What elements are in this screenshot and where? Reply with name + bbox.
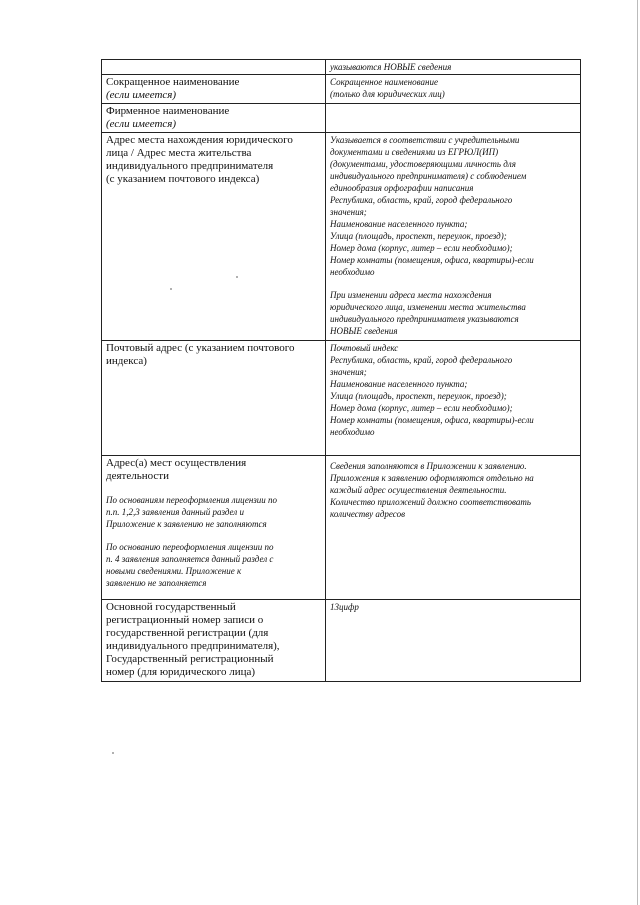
label-note: п.п. 1,2,3 заявления данный раздел и: [106, 507, 244, 517]
instruction-line: Улица (площадь, проспект, переулок, проезд);: [330, 231, 507, 241]
row-instruction-cell: [326, 60, 581, 75]
table-row: [102, 60, 581, 75]
instruction-line: документами и сведениями из ЕГРЮЛ(ИП): [330, 147, 499, 157]
label-line: Почтовый адрес (с указанием почтового: [106, 342, 295, 354]
label-note: По основаниям переоформления лицензии по: [106, 495, 278, 505]
row-label-cell: [102, 104, 326, 133]
row-instruction-cell: [326, 75, 581, 104]
instruction-line: При изменении адреса места нахождения: [330, 290, 492, 300]
instruction-line: Улица (площадь, проспект, переулок, проезд);: [330, 391, 507, 401]
instruction-line: Сведения заполняются в Приложении к заявлению.: [330, 461, 527, 471]
instruction-line: (только для юридических лиц): [330, 89, 445, 99]
license-form-table: [101, 59, 581, 682]
label-line: индивидуального предпринимателя: [106, 160, 274, 172]
instruction-line: Количество приложений должно соответствовать: [330, 497, 531, 507]
instruction-line: указываются НОВЫЕ сведения: [330, 62, 452, 72]
instruction-line: Почтовый индекс: [330, 343, 399, 353]
label-note: новыми сведениями. Приложение к: [106, 566, 242, 576]
instruction-line: необходимо: [330, 427, 375, 437]
label-line: лица / Адрес места жительства: [106, 147, 252, 159]
row-label-cell: [102, 75, 326, 104]
row-instruction-cell: [326, 341, 581, 456]
scan-edge-line: [637, 0, 638, 905]
spacer: [106, 530, 321, 541]
label-note: заявлению не заполняется: [106, 578, 207, 588]
instruction-line: необходимо: [330, 267, 375, 277]
table-row: [102, 600, 581, 682]
row-instruction-cell: [326, 133, 581, 341]
label-line: Государственный регистрационный: [106, 653, 274, 665]
row-instruction-cell: [326, 104, 581, 133]
row-label-cell: [102, 60, 326, 75]
table-row: [102, 133, 581, 341]
table-row: [102, 104, 581, 133]
label-line: Фирменное наименование: [106, 105, 230, 117]
label-line: Основной государственный: [106, 601, 236, 613]
label-line: (с указанием почтового индекса): [106, 173, 260, 185]
instruction-line: единообразия орфографии написания: [330, 183, 474, 193]
instruction-line: Республика, область, край, город федерального: [330, 195, 513, 205]
instruction-line: (документами, удостоверяющими личность для: [330, 159, 516, 169]
table-row: [102, 75, 581, 104]
instruction-line: Наименование населенного пункта;: [330, 379, 468, 389]
instruction-line: Номер комнаты (помещения, офиса, квартиры)-если: [330, 255, 534, 265]
label-note: (если имеется): [106, 89, 177, 101]
label-line: регистрационный номер записи о: [106, 614, 264, 626]
instruction-line: каждый адрес осуществления деятельности.: [330, 485, 507, 495]
instruction-line: значения;: [330, 367, 367, 377]
instruction-line: Приложения к заявлению оформляются отдельно на: [330, 473, 534, 483]
label-line: индекса): [106, 355, 147, 367]
row-instruction-cell: [326, 600, 581, 682]
label-note: (если имеется): [106, 118, 177, 130]
label-note: По основанию переоформления лицензии по: [106, 542, 274, 552]
table-row: [102, 341, 581, 456]
instruction-line: Республика, область, край, город федерального: [330, 355, 513, 365]
row-label-cell: [102, 133, 326, 341]
instruction-line: Наименование населенного пункта;: [330, 219, 468, 229]
row-instruction-cell: [326, 456, 581, 600]
scan-speck: [112, 752, 114, 754]
instruction-line: значения;: [330, 207, 367, 217]
instruction-line: Указывается в соответствии с учредительными: [330, 135, 520, 145]
instruction-line: юридического лица, изменении места жительства: [330, 302, 526, 312]
instruction-line: индивидуального предпринимателя) с соблюдением: [330, 171, 527, 181]
label-note: п. 4 заявления заполняется данный раздел с: [106, 554, 274, 564]
spacer: [106, 483, 321, 494]
instruction-line: индивидуального предпринимателя указываются: [330, 314, 519, 324]
instruction-line: Сокращенное наименование: [330, 77, 438, 87]
label-line: Сокращенное наименование: [106, 76, 240, 88]
label-line: номер (для юридического лица): [106, 666, 256, 678]
spacer: [330, 278, 576, 289]
row-label-cell: [102, 456, 326, 600]
instruction-line: Номер комнаты (помещения, офиса, квартиры)-если: [330, 415, 534, 425]
instruction-line: НОВЫЕ сведения: [330, 326, 398, 336]
row-label-cell: [102, 341, 326, 456]
instruction-line: 13цифр: [330, 602, 359, 612]
label-line: индивидуального предпринимателя),: [106, 640, 280, 652]
instruction-line: количеству адресов: [330, 509, 405, 519]
table-row: [102, 456, 581, 600]
instruction-line: Номер дома (корпус, литер – если необходимо);: [330, 243, 513, 253]
instruction-line: Номер дома (корпус, литер – если необходимо);: [330, 403, 513, 413]
row-label-cell: [102, 600, 326, 682]
label-line: Адрес места нахождения юридического: [106, 134, 293, 146]
label-line: государственной регистрации (для: [106, 627, 269, 639]
label-line: Адрес(а) мест осуществления: [106, 457, 247, 469]
label-line: деятельности: [106, 470, 169, 482]
label-note: Приложение к заявлению не заполняются: [106, 519, 267, 529]
